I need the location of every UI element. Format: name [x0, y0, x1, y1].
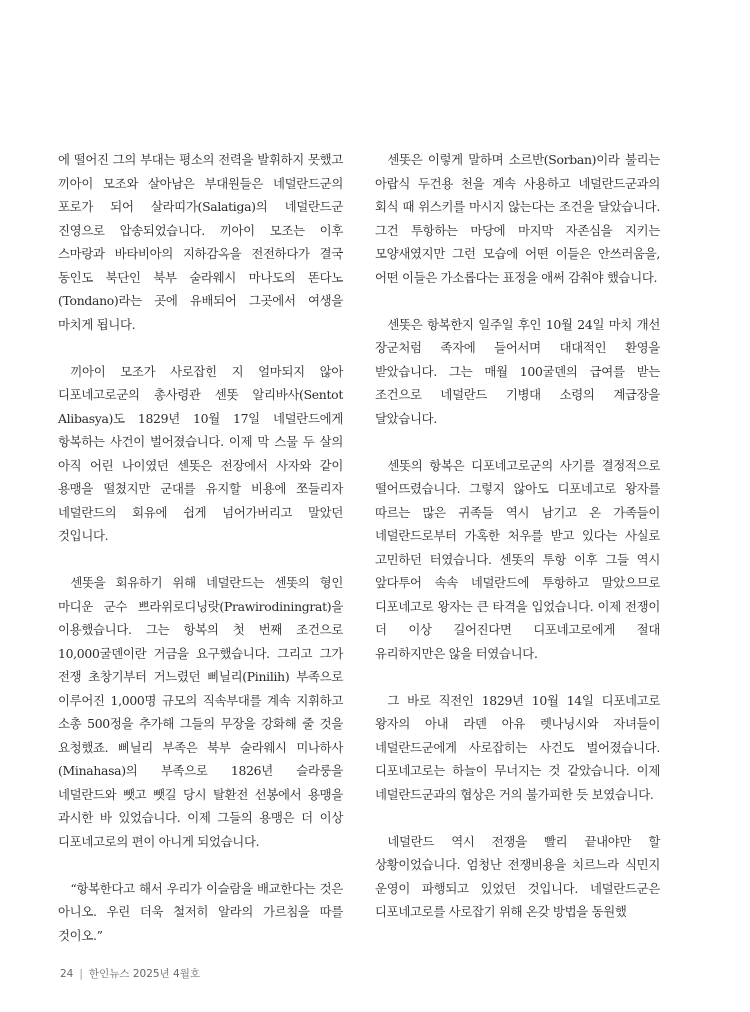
right-column — [375, 148, 660, 924]
paragraph: 그 바로 직전인 1829년 10월 14일 디포네고로 왕자의 아내 라덴 아유 렛나닝시와 자녀들이 네덜란드군에게 사로잡히는 사건도 벌어졌습니다. 디포네고로는 하늘이 무너지는 것 같았습니다. 이제 네덜란드군과의 협상은 거의 불가피한 듯 보였습니다. — [375, 692, 660, 802]
paragraph: 끼아이 모조가 사로잡힌 지 얼마되지 않아 디포네고로군의 총사령관 센똣 알리바사(Sentot Alibasya)도 1829년 10월 17일 네덜란드에게 항복하는 사건이 벌어졌습니다. 이제 막 스물 두 살의 아직 어린 나이였던 센똣은 전장에서 사자와 같이 용맹을 떨쳤지만 군대를 유지할 비용에 쪼들리자 네덜란드의 회유에 쉽게 넘어가버리고 말았던 것입니다. — [58, 363, 343, 543]
footer-separator: | — [79, 968, 83, 980]
paragraph: 네덜란드 역시 전쟁을 빨리 끝내야만 할 상황이었습니다. 엄청난 전쟁비용을 치르느라 식민지 운영이 파행되고 있었던 것입니다. 네덜란드군은 디포네고로를 사로잡기 위해 온갖 방법을 동원했 — [375, 833, 660, 919]
page-footer — [60, 966, 200, 981]
page-number: 24 — [60, 968, 74, 980]
quote-paragraph: “항복한다고 해서 우리가 이슬람을 배교한다는 것은 아니오. 우린 더욱 철저히 알라의 가르침을 따를 것이오.” — [58, 880, 343, 943]
left-column — [58, 148, 343, 947]
publication-name: 한인뉴스 2025년 4월호 — [88, 968, 200, 980]
paragraph: 센똣은 항복한지 일주일 후인 10월 24일 마치 개선 장군처럼 족자에 들어서며 대대적인 환영을 받았습니다. 그는 매월 100굴덴의 급여를 받는 조건으로 네덜란드 기병대 소령의 계급장을 달았습니다. — [375, 316, 660, 426]
paragraph: 센똣을 회유하기 위해 네덜란드는 센똣의 형인 마디운 군수 쁘라위로디닝랏(Prawirodiningrat)을 이용했습니다. 그는 항복의 첫 번째 조건으로 10,000굴덴이란 거금을 요구했습니다. 그리고 그가 전쟁 초창기부터 거느렸던 삐닐리(Pinilih) 부족으로 이루어진 1,000명 규모의 직속부대를 계속 지휘하고 소총 500정을 추가해 그들의 무장을 강화해 줄 것을 요청했죠. 삐닐리 부족은 북부 술라웨시 미나하사(Minahasa)의 부족으로 1826년 슬라룽을 네덜란드와 뺏고 뺏길 당시 탈환전 선봉에서 용맹을 과시한 바 있었습니다. 이제 그들의 용맹은 더 이상 디포네고로의 편이 아니게 되었습니다. — [58, 575, 343, 849]
paragraph: 센똣의 항복은 디포네고로군의 사기를 결정적으로 떨어뜨렸습니다. 그렇지 않아도 디포네고로 왕자를 따르는 많은 귀족들 역시 남기고 온 가족들이 네덜란드로부터 가혹한 처우를 받고 있다는 사실로 고민하던 터였습니다. 센똣의 투항 이후 그들 역시 앞다투어 속속 네덜란드에 투항하고 말았으므로 디포네고로 왕자는 큰 타격을 입었습니다. 이제 전쟁이 더 이상 길어진다면 디포네고로에게 절대 유리하지만은 않을 터였습니다. — [375, 457, 660, 661]
paragraph: 에 떨어진 그의 부대는 평소의 전력을 발휘하지 못했고 끼아이 모조와 살아남은 부대원들은 네덜란드군의 포로가 되어 살라띠가(Salatiga)의 네덜란드군 진영으로 압송되었습니다. 끼아이 모조는 이후 스마랑과 바타비아의 지하감옥을 전전하다가 결국 동인도 북단인 북부 술라웨시 마나도의 똔다노(Tondano)라는 곳에 유배되어 그곳에서 여생을 마치게 됩니다. — [58, 152, 343, 332]
paragraph: 센똣은 이렇게 말하며 소르반(Sorban)이라 불리는 아랍식 두건용 천을 계속 사용하고 네덜란드군과의 회식 때 위스키를 마시지 않는다는 조건을 달았습니다. 그건 투항하는 마당에 마지막 자존심을 지키는 모양새였지만 그런 모습에 어떤 이들은 안쓰러움을, 어떤 이들은 가소롭다는 표정을 애써 감춰야 했습니다. — [375, 152, 660, 285]
